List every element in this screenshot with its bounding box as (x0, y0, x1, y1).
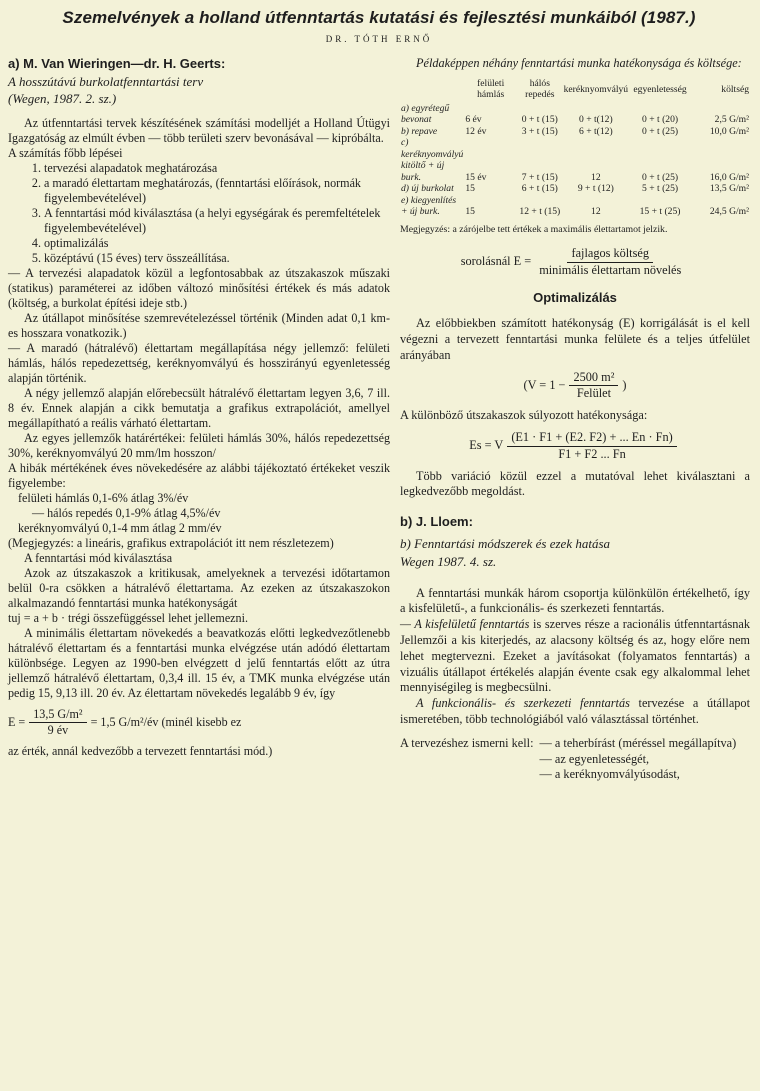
paragraph: Azok az útszakaszok a kritikusak, amelyeknek a tervezési időtartamon belül 0-ra csökken a hátralévő élettartama. Az ezeken az útszakaszokon alkalmazandó fenntartási munka hatékonyságát (8, 566, 390, 610)
paragraph: az érték, annál kedvezőbb a tervezett fenntartási mód.) (8, 744, 273, 758)
limit-line: felületi hámlás 0,1-6% átlag 3%/év (18, 491, 189, 505)
paragraph: A fenntartási munkák három csoportja különkülön értékelhető, így a kisfelületű-, a funkcionális- és szerkezeti fenntartás. (400, 585, 750, 616)
table-row (400, 183, 750, 195)
requirements-label: A tervezéshez ismerni kell: (400, 735, 534, 750)
numerator: 2500 m² (569, 370, 618, 387)
table-cell: 12 + t (15) (519, 206, 561, 218)
list-item: 2. a maradó élettartam meghatározás, (fenntartási előírások, normák figyelembevételével) (44, 176, 390, 206)
table-cell: 5 + t (25) (642, 183, 679, 195)
table-cell: 15 (465, 206, 475, 218)
section-a-subtitle: A hosszútávú burkolatfenntartási terv (8, 74, 204, 89)
limit-line: keréknyomvályú 0,1-4 mm átlag 2 mm/év (18, 521, 222, 535)
denominator: F1 + F2 ... Fn (558, 446, 626, 461)
optimization-heading: Optimalizálás (533, 290, 617, 306)
table-cell: 3 + t (15) (521, 125, 558, 137)
paragraph: A négy jellemző alapján előrebecsült hátralévő élettartam legyen 3,6, 7 ill. 8 év. Ennek alapján a cikk bemutatja a grafikus extrapolációt, amellyel megállapítható a reális várható élettartam. (8, 386, 390, 430)
numerator: (E1 · F1 + (E2. F2) + ... En · Fn) (507, 430, 676, 447)
denominator: 9 év (47, 723, 69, 737)
formula-efficiency (400, 246, 750, 279)
paragraph: A hibák mértékének éves növekedésére az alábbi tájékoztató értékeket veszik figyelembe: (8, 461, 390, 490)
steps-intro: A számítás főbb lépései (8, 146, 123, 160)
maintenance-table (400, 76, 750, 218)
list-item: 5. középtávú (15 éves) terv összeállítása. (44, 251, 390, 266)
requirements (400, 736, 750, 783)
columns (8, 56, 750, 783)
section-b-heading: b) J. Lloem: (400, 514, 473, 530)
table-cell: 6 + t (15) (521, 183, 558, 195)
paragraph (400, 617, 750, 696)
requirements-list (534, 736, 737, 783)
paragraph: Az útfenntartási tervek készítésének számítási modelljét a Holland Útügyi Igazgatóság az elmúlt évben — több területi szerv bevonásával — kipróbálta. (8, 116, 390, 145)
table-cell: 12 (591, 171, 601, 183)
table-cell: 15 + t (25) (639, 206, 681, 218)
formula-rhs: = 1,5 G/m²/év (minél kisebb ez (90, 715, 242, 729)
list-item: 1. tervezési alapadatok meghatározása (44, 161, 390, 176)
table-intro: Példaképpen néhány fenntartási munka hatékonysága és költsége: (416, 56, 742, 70)
table-cell: 13,5 G/m² (709, 183, 749, 195)
article-title: Szemelvények a holland útfenntartás kutatási és fejlesztési munkáiból (1987.) (62, 8, 696, 27)
table-cell: 0 + t (15) (521, 114, 558, 126)
table-cell: 0 + t(12) (579, 114, 613, 126)
formula-v (400, 370, 750, 403)
table-cell: 0 + t (25) (642, 171, 679, 183)
section-a-heading: a) M. Van Wieringen—dr. H. Geerts: (8, 56, 226, 71)
list-item: — a keréknyomvályúsodást, (539, 767, 680, 782)
fraction (507, 430, 676, 463)
paragraph: — A maradó (hátralévő) élettartam megállapítása négy jellemző: felületi hámlás, hálós repedezettség, keréknyomvályú és hosszirányú egyenletesség alapján történik. (8, 341, 390, 385)
table-header (400, 76, 464, 103)
table-header: költség (721, 83, 749, 95)
table-header: hálós repedés (525, 77, 555, 101)
table-header: egyenletesség (633, 83, 687, 95)
paragraph: Az egyes jellemzők határértékei: felületi hámlás 30%, hálós repedezettség 30%, keréknyomvályú 20 mm/lm hosszon/ (8, 431, 390, 460)
formula-e (8, 707, 390, 738)
list-item: 4. optimalizálás (44, 236, 390, 251)
paragraph: tuj = a + b · trégi összefüggéssel lehet jellemezni. (8, 611, 248, 625)
emphasis: A funkcionális- és szerkezeti fenntartás (416, 696, 630, 711)
table-cell: 16,0 G/m² (709, 171, 749, 183)
table-cell: c) keréknyomvályú kitöltő + új burk. (401, 137, 464, 183)
fraction (29, 707, 86, 738)
table-header: felületi hámlás (477, 77, 505, 101)
table-cell: d) új burkolat (401, 183, 454, 195)
limit-line: — hálós repedés 0,1-9% átlag 4,5%/év (32, 506, 221, 520)
emphasis: — A kisfelületű fenntartás (400, 617, 530, 632)
formula-lhs: sorolásnál E = (460, 254, 532, 269)
paragraph-text: is szerves része a racionális útfenntartásnak Jellemzői a kis kiterjedés, az alacsony költség és az, hogy előre nem lehet megtervezni. Ezeket a javításokat (folyamatos fenntartás) a vizuális útállapot értékelés alapján évente csak egy alkalommal lehet mennyiségileg is megbecsülni. (400, 617, 750, 695)
table-row (400, 195, 750, 218)
table-cell: 6 év (465, 114, 482, 126)
paragraph (400, 696, 750, 728)
fraction (535, 246, 685, 279)
table-header-row (400, 76, 750, 103)
denominator: minimális élettartam növelés (539, 262, 682, 277)
numerator: fajlagos költség (567, 246, 653, 263)
formula-lhs: E = (8, 715, 26, 729)
formula-rhs: ) (622, 377, 627, 392)
list-item: 3. A fenntartási mód kiválasztása (a helyi egységárak és peremfeltételek figyelembevételével) (44, 206, 390, 236)
table-row (400, 137, 750, 183)
denominator: Felület (576, 386, 612, 401)
section-a-source: (Wegen, 1987. 2. sz.) (8, 91, 117, 106)
paragraph: Az előbbiekben számított hatékonyság (E) korrigálását is el kell végezni a tervezett fenntartási munka felülete és a teljes útfelület arányában (400, 316, 750, 362)
right-column (400, 56, 750, 783)
author: DR. TÓTH ERNŐ (325, 34, 433, 44)
table-cell: 24,5 G/m² (709, 206, 749, 218)
paragraph: A minimális élettartam növekedés a beavatkozás előtti legkedvezőtlenebb hátralévő élettartam és a fenntartási munka elvégzése után adódó élettartam különbsége. Legyen az 1990-ben elvégzett d jelű fenntartás előtt az útra jellemző hátralévő élettartam, 0,3,4 ill. 15 év, a TMK munka elvégzése után pedig 15, 9,13 ill. 20 év. Az élettartam növekedés legalább 9 év, így (8, 626, 390, 700)
table-cell: 9 + t (12) (577, 183, 614, 195)
formula-lhs: Es = V (469, 438, 504, 453)
table-cell: 15 (465, 183, 475, 195)
table-header: keréknyomvályú (563, 83, 629, 95)
table-row (400, 103, 750, 126)
table-cell: 0 + t (20) (642, 114, 679, 126)
paragraph-text: tervezése a útállapot ismeretében, több technológiából való választással történhet. (400, 696, 750, 726)
list-item: — a teherbírást (méréssel megállapítva) (539, 735, 737, 750)
section-b-source: Wegen 1987. 4. sz. (400, 553, 497, 569)
table-cell: 7 + t (15) (521, 171, 558, 183)
table-note: Megjegyzés: a zárójelbe tett értékek a maximális élettartamot jelzik. (400, 223, 668, 235)
numerator: 13,5 G/m² (29, 707, 86, 723)
table-cell: a) egyrétegű bevonat (401, 102, 450, 126)
table-cell: 12 (591, 206, 601, 218)
table-cell: 15 év (465, 171, 487, 183)
formula-es (400, 430, 750, 463)
paragraph: Az útállapot minősítése szemrevételezéssel történik (Minden adat 0,1 km-es hosszara vonatkozik.) (8, 311, 390, 340)
paragraph: — A tervezési alapadatok közül a legfontosabbak az útszakaszok műszaki (statikus) paraméterei az időben változó minősítési értékek és más adatok (költség, a burkolat építési ideje stb.) (8, 266, 390, 310)
table-cell: e) kiegyenlítés + új burk. (401, 194, 457, 218)
formula-lhs: (V = 1 − (523, 377, 566, 392)
fraction (569, 370, 618, 403)
list-item: — az egyenletességét, (539, 751, 650, 766)
table-cell: 6 + t(12) (579, 125, 613, 137)
left-column (8, 56, 390, 783)
paragraph: A fenntartási mód kiválasztása (24, 551, 173, 565)
table-cell: 10,0 G/m² (709, 125, 749, 137)
table-cell: 12 év (465, 125, 487, 137)
table-cell: 2,5 G/m² (714, 114, 749, 126)
section-b-subtitle: b) Fenntartási módszerek és ezek hatása (400, 535, 611, 551)
table-cell: b) repave (401, 125, 438, 137)
paragraph: (Megjegyzés: a lineáris, grafikus extrapolációt itt nem részletezem) (8, 536, 334, 550)
table-cell: 0 + t (25) (642, 125, 679, 137)
table-row (400, 126, 750, 138)
steps-list (8, 161, 390, 266)
paragraph: Több variáció közül ezzel a mutatóval lehet kiválasztani a legkedvezőbb megoldást. (400, 468, 750, 499)
paragraph: A különböző útszakaszok súlyozott hatékonysága: (400, 408, 648, 423)
